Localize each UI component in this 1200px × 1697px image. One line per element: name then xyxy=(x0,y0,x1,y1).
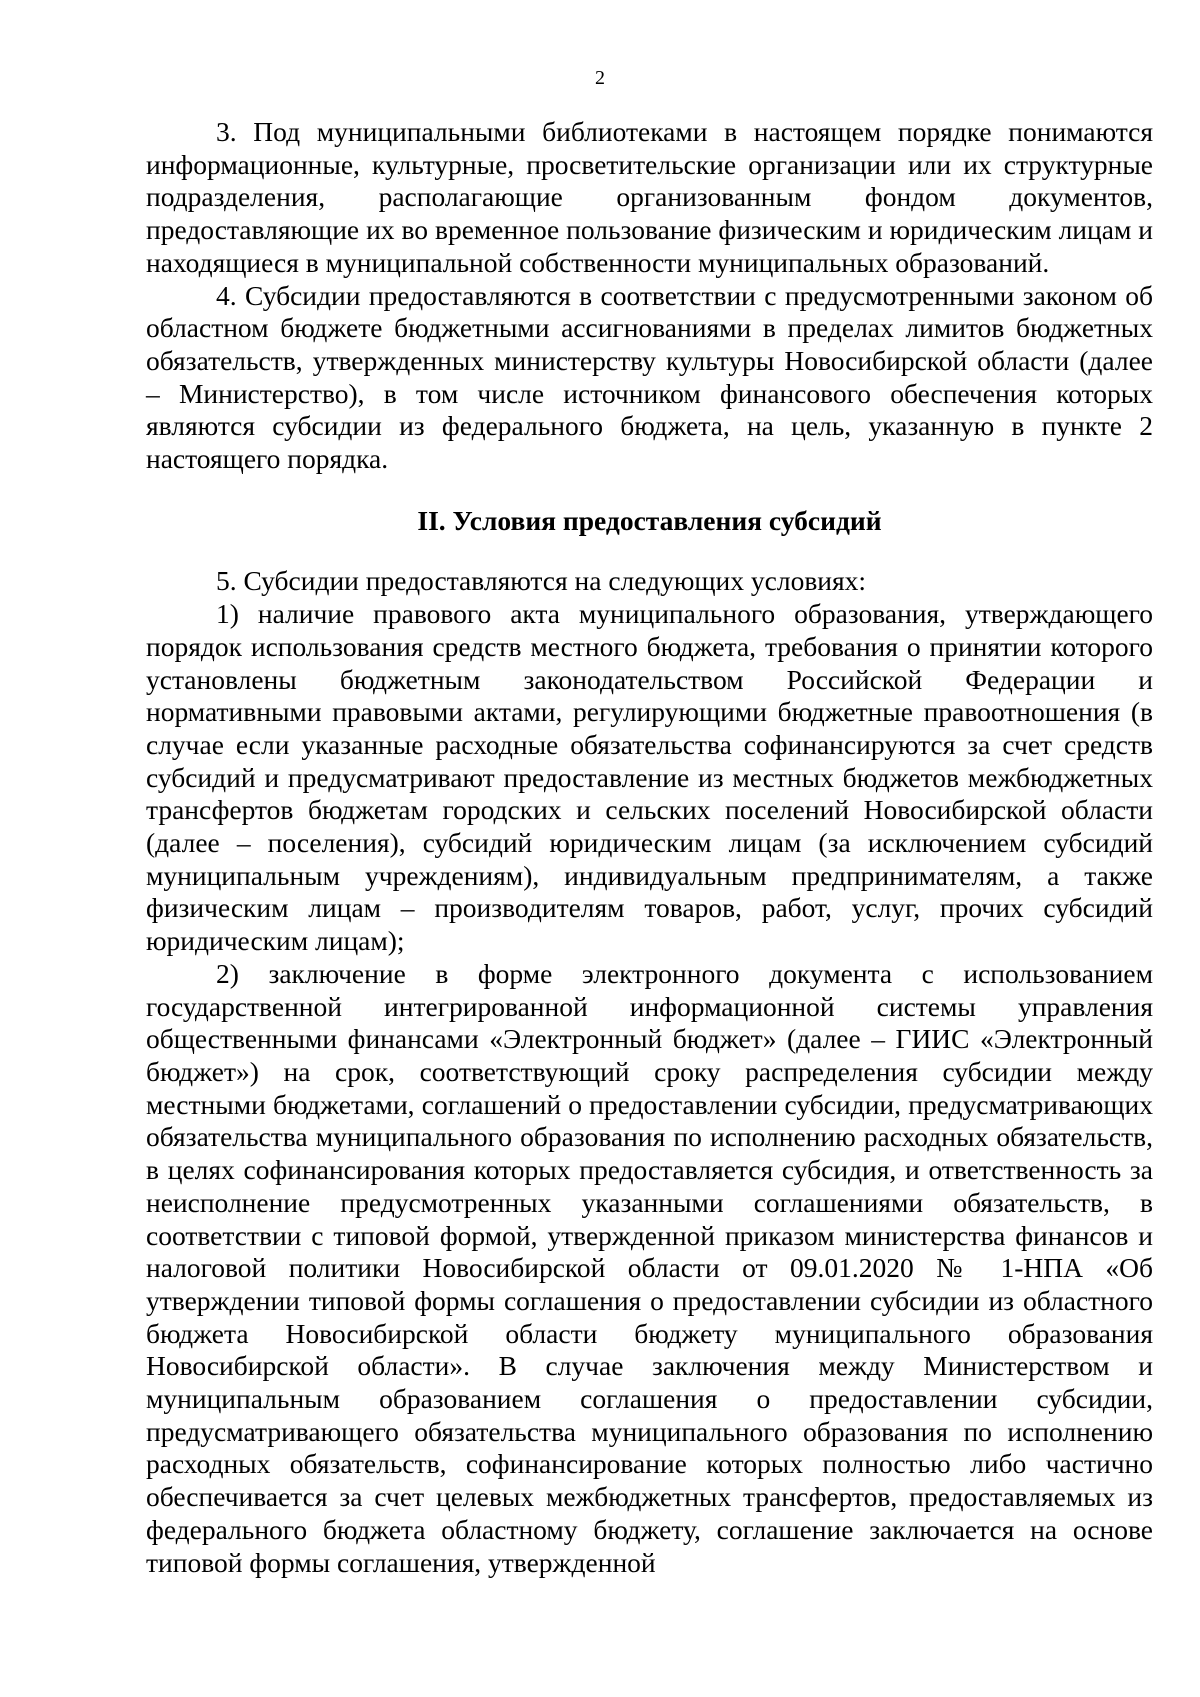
paragraph-5: 5. Субсидии предоставляются на следующих условиях: xyxy=(216,565,867,597)
condition-item-1: 1) наличие правового акта муниципального образования, утверждающего порядок использования средств местного бюджета, требования о принятии которого установлены бюджетным законодательством Российской Федерации и нормативными правовыми актами, регулирующими бюджетные правоотношения (в случае если указанные расходные обязательства софинансируются за счет средств субсидий и предусматривают предоставление из местных бюджетов межбюджетных трансфертов бюджетам городских и сельских поселений Новосибирской области (далее – поселения), субсидий юридическим лицам (за исключением субсидий муниципальным учреждениям), индивидуальным предпринимателям, а также физическим лицам – производителям товаров, работ, услуг, прочих субсидий юридическим лицам); xyxy=(146,598,1153,957)
paragraph-3: 3. Под муниципальными библиотеками в настоящем порядке понимаются информационные, культурные, просветительские организации или их структурные подразделения, располагающие организованным фондом документов, предоставляющие их во временное пользование физическим и юридическим лицам и находящиеся в муниципальной собственности муниципальных образований. xyxy=(146,116,1153,278)
paragraph-4: 4. Субсидии предоставляются в соответствии с предусмотренными законом об областном бюджете бюджетными ассигнованиями в пределах лимитов бюджетных обязательств, утвержденных министерству культуры Новосибирской области (далее – Министерство), в том числе источником финансового обеспечения которых являются субсидии из федерального бюджета, на цель, указанную в пункте 2 настоящего порядка. xyxy=(146,279,1153,475)
condition-item-2: 2) заключение в форме электронного документа с использованием государственной интегрированной информационной системы управления общественными финансами «Электронный бюджет» (далее – ГИИС «Электронный бюджет») на срок, соответствующий сроку распределения субсидии между местными бюджетами, соглашений о предоставлении субсидии, предусматривающих обязательства муниципального образования по исполнению расходных обязательств, в целях софинансирования которых предоставляется субсидия, и ответственность за неисполнение предусмотренных указанными соглашениями обязательств, в соответствии с типовой формой, утвержденной приказом министерства финансов и налоговой политики Новосибирской области от 09.01.2020 № 1-НПА «Об утверждении типовой формы соглашения о предоставлении субсидии из областного бюджета Новосибирской области бюджету муниципального образования Новосибирской области». В случае заключения между Министерством и муниципальным образованием соглашения о предоставлении субсидии, предусматривающего обязательства муниципального образования по исполнению расходных обязательств, софинансирование которых полностью либо частично обеспечивается за счет целевых межбюджетных трансфертов, предоставляемых из федерального бюджета областному бюджету, соглашение заключается на основе типовой формы соглашения, утвержденной xyxy=(146,957,1153,1578)
section-heading: II. Условия предоставления субсидий xyxy=(417,504,882,536)
document-body xyxy=(146,116,1153,1579)
page-number: 2 xyxy=(595,67,605,89)
